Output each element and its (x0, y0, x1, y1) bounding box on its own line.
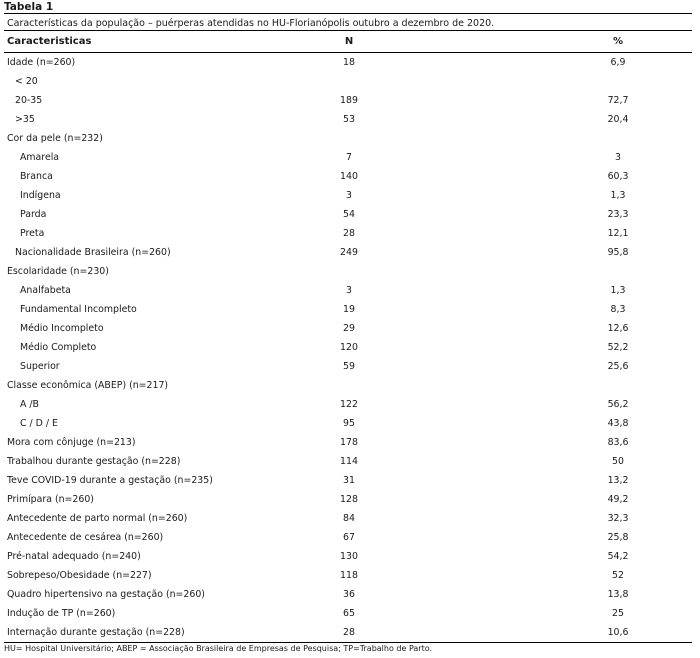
row-n-value: 53 (343, 114, 355, 125)
row-percent-value: 72,7 (607, 95, 629, 106)
row-n-value: 189 (340, 95, 358, 106)
row-label: Escolaridade (n=230) (7, 266, 109, 277)
row-spacer (394, 357, 544, 376)
row-n-value: 122 (340, 399, 358, 410)
row-spacer (394, 281, 544, 300)
row-label: Idade (n=260) (7, 57, 76, 68)
table-row (4, 585, 692, 604)
row-n-value (304, 376, 394, 395)
row-n-value: 84 (343, 513, 355, 524)
row-percent-value: 13,8 (607, 589, 629, 600)
row-label: Mora com cônjuge (n=213) (7, 437, 136, 448)
row-label: Analfabeta (20, 285, 71, 296)
row-percent-value (544, 376, 692, 395)
row-spacer (394, 129, 544, 148)
table-title: Tabela 1 (4, 1, 54, 13)
table-row (4, 414, 692, 433)
row-percent-value: 8,3 (610, 304, 626, 315)
row-spacer (394, 376, 544, 395)
characteristics-table (4, 32, 692, 643)
table-row (4, 452, 692, 471)
row-percent-value: 1,3 (610, 190, 626, 201)
table-caption: Características da população – puérperas atendidas no HU-Florianópolis outubro a dezembro de 2020. (4, 13, 692, 31)
table-row (4, 186, 692, 205)
row-spacer (394, 490, 544, 509)
table-footnote: HU= Hospital Universitário; ABEP = Associação Brasileira de Empresas de Pesquisa; TP=Trabalho de Parto. (4, 644, 433, 653)
row-label: >35 (15, 114, 35, 125)
row-n-value: 3 (346, 285, 352, 296)
row-spacer (394, 167, 544, 186)
row-n-value: 7 (346, 152, 352, 163)
table-row (4, 243, 692, 262)
row-percent-value: 23,3 (607, 209, 629, 220)
row-percent-value: 20,4 (607, 114, 629, 125)
row-percent-value (544, 129, 692, 148)
table-row (4, 338, 692, 357)
row-percent-value: 12,1 (607, 228, 629, 239)
row-label: Pré-natal adequado (n=240) (7, 551, 141, 562)
row-label: Antecedente de parto normal (n=260) (7, 513, 188, 524)
row-n-value: 36 (343, 589, 355, 600)
row-label: C / D / E (20, 418, 58, 429)
row-n-value: 130 (340, 551, 358, 562)
row-n-value: 18 (343, 57, 355, 68)
row-n-value (304, 129, 394, 148)
table-row (4, 490, 692, 509)
table-row (4, 566, 692, 585)
row-spacer (394, 566, 544, 585)
row-label: Nacionalidade Brasileira (n=260) (15, 247, 171, 258)
table-row (4, 72, 692, 91)
row-n-value: 114 (340, 456, 358, 467)
row-percent-value: 52,2 (607, 342, 629, 353)
row-percent-value: 52 (612, 570, 624, 581)
table-row (4, 281, 692, 300)
row-percent-value: 32,3 (607, 513, 629, 524)
row-spacer (394, 243, 544, 262)
row-percent-value (544, 72, 692, 91)
row-spacer (394, 205, 544, 224)
row-label: Classe econômica (ABEP) (n=217) (7, 380, 169, 391)
row-percent-value: 12,6 (607, 323, 629, 334)
row-label: Indução de TP (n=260) (7, 608, 116, 619)
row-label: Quadro hipertensivo na gestação (n=260) (7, 589, 205, 600)
row-label: Antecedente de cesárea (n=260) (7, 532, 164, 543)
table-row (4, 471, 692, 490)
row-spacer (394, 53, 544, 73)
table-row (4, 53, 692, 73)
row-percent-value: 50 (612, 456, 624, 467)
table-row (4, 623, 692, 643)
row-label: Superior (20, 361, 60, 372)
row-label: Indígena (20, 190, 61, 201)
row-spacer (394, 72, 544, 91)
row-label: Cor da pele (n=232) (7, 133, 103, 144)
row-n-value: 95 (343, 418, 355, 429)
row-spacer (394, 604, 544, 623)
row-percent-value: 56,2 (607, 399, 629, 410)
row-spacer (394, 395, 544, 414)
row-percent-value: 25,8 (607, 532, 629, 543)
row-n-value: 249 (340, 247, 358, 258)
column-header-characteristics: Caracteristicas (4, 32, 304, 53)
row-label: Fundamental Incompleto (20, 304, 137, 315)
row-label: Amarela (20, 152, 60, 163)
row-spacer (394, 414, 544, 433)
table-row (4, 528, 692, 547)
table-header-row (4, 32, 692, 53)
row-n-value: 118 (340, 570, 358, 581)
row-n-value (304, 262, 394, 281)
row-n-value (304, 72, 394, 91)
row-percent-value (544, 262, 692, 281)
row-label: Internação durante gestação (n=228) (4, 623, 304, 643)
row-percent-value: 95,8 (607, 247, 629, 258)
row-spacer (394, 91, 544, 110)
column-header-n: N (304, 32, 394, 53)
row-spacer (394, 471, 544, 490)
row-label: Trabalhou durante gestação (n=228) (7, 456, 181, 467)
row-percent-value: 43,8 (607, 418, 629, 429)
row-n-value: 3 (346, 190, 352, 201)
row-label: Sobrepeso/Obesidade (n=227) (7, 570, 152, 581)
row-spacer (394, 148, 544, 167)
row-percent-value: 3 (615, 152, 621, 163)
row-n-value: 65 (343, 608, 355, 619)
row-spacer (394, 528, 544, 547)
row-percent-value: 13,2 (607, 475, 629, 486)
table-row (4, 395, 692, 414)
row-spacer (394, 452, 544, 471)
table-body (4, 53, 692, 643)
row-n-value: 140 (340, 171, 358, 182)
table-row (4, 376, 692, 395)
column-spacer (394, 32, 544, 53)
row-label: Médio Completo (20, 342, 97, 353)
row-n-value: 67 (343, 532, 355, 543)
row-spacer (394, 585, 544, 604)
row-n-value: 128 (340, 494, 358, 505)
row-percent-value: 60,3 (607, 171, 629, 182)
row-label: 20-35 (15, 95, 43, 106)
table-row (4, 509, 692, 528)
table-row (4, 167, 692, 186)
row-spacer (394, 110, 544, 129)
row-n-value: 178 (340, 437, 358, 448)
row-label: Teve COVID-19 durante a gestação (n=235) (7, 475, 213, 486)
row-spacer (394, 186, 544, 205)
row-spacer (394, 509, 544, 528)
row-spacer (394, 623, 544, 643)
row-label: < 20 (15, 76, 38, 87)
table-row (4, 129, 692, 148)
row-label: A /B (20, 399, 39, 410)
row-spacer (394, 433, 544, 452)
row-n-value: 19 (343, 304, 355, 315)
row-spacer (394, 224, 544, 243)
row-n-value: 59 (343, 361, 355, 372)
row-label: Parda (20, 209, 47, 220)
table-row (4, 224, 692, 243)
row-n-value: 29 (343, 323, 355, 334)
row-n-value: 120 (340, 342, 358, 353)
row-spacer (394, 338, 544, 357)
table-row (4, 205, 692, 224)
row-n-value: 28 (343, 228, 355, 239)
row-n-value: 54 (343, 209, 355, 220)
row-percent-value: 25,6 (607, 361, 629, 372)
row-percent-value: 1,3 (610, 285, 626, 296)
row-percent-value: 25 (612, 608, 624, 619)
table-row (4, 110, 692, 129)
table-row (4, 357, 692, 376)
table-row (4, 148, 692, 167)
table-row (4, 547, 692, 566)
table-row (4, 262, 692, 281)
row-label: Branca (20, 171, 53, 182)
row-label: Preta (20, 228, 45, 239)
row-spacer (394, 300, 544, 319)
table-row (4, 604, 692, 623)
row-n-value: 31 (343, 475, 355, 486)
row-label: Primípara (n=260) (7, 494, 94, 505)
table-row (4, 300, 692, 319)
row-n-value: 28 (304, 623, 394, 643)
row-percent-value: 49,2 (607, 494, 629, 505)
table-row (4, 433, 692, 452)
table-row (4, 91, 692, 110)
row-percent-value: 10,6 (544, 623, 692, 643)
row-percent-value: 6,9 (610, 57, 626, 68)
row-percent-value: 54,2 (607, 551, 629, 562)
row-percent-value: 83,6 (607, 437, 629, 448)
column-header-percent: % (544, 32, 692, 53)
row-spacer (394, 319, 544, 338)
table-row (4, 319, 692, 338)
row-spacer (394, 547, 544, 566)
row-label: Médio Incompleto (20, 323, 104, 334)
row-spacer (394, 262, 544, 281)
